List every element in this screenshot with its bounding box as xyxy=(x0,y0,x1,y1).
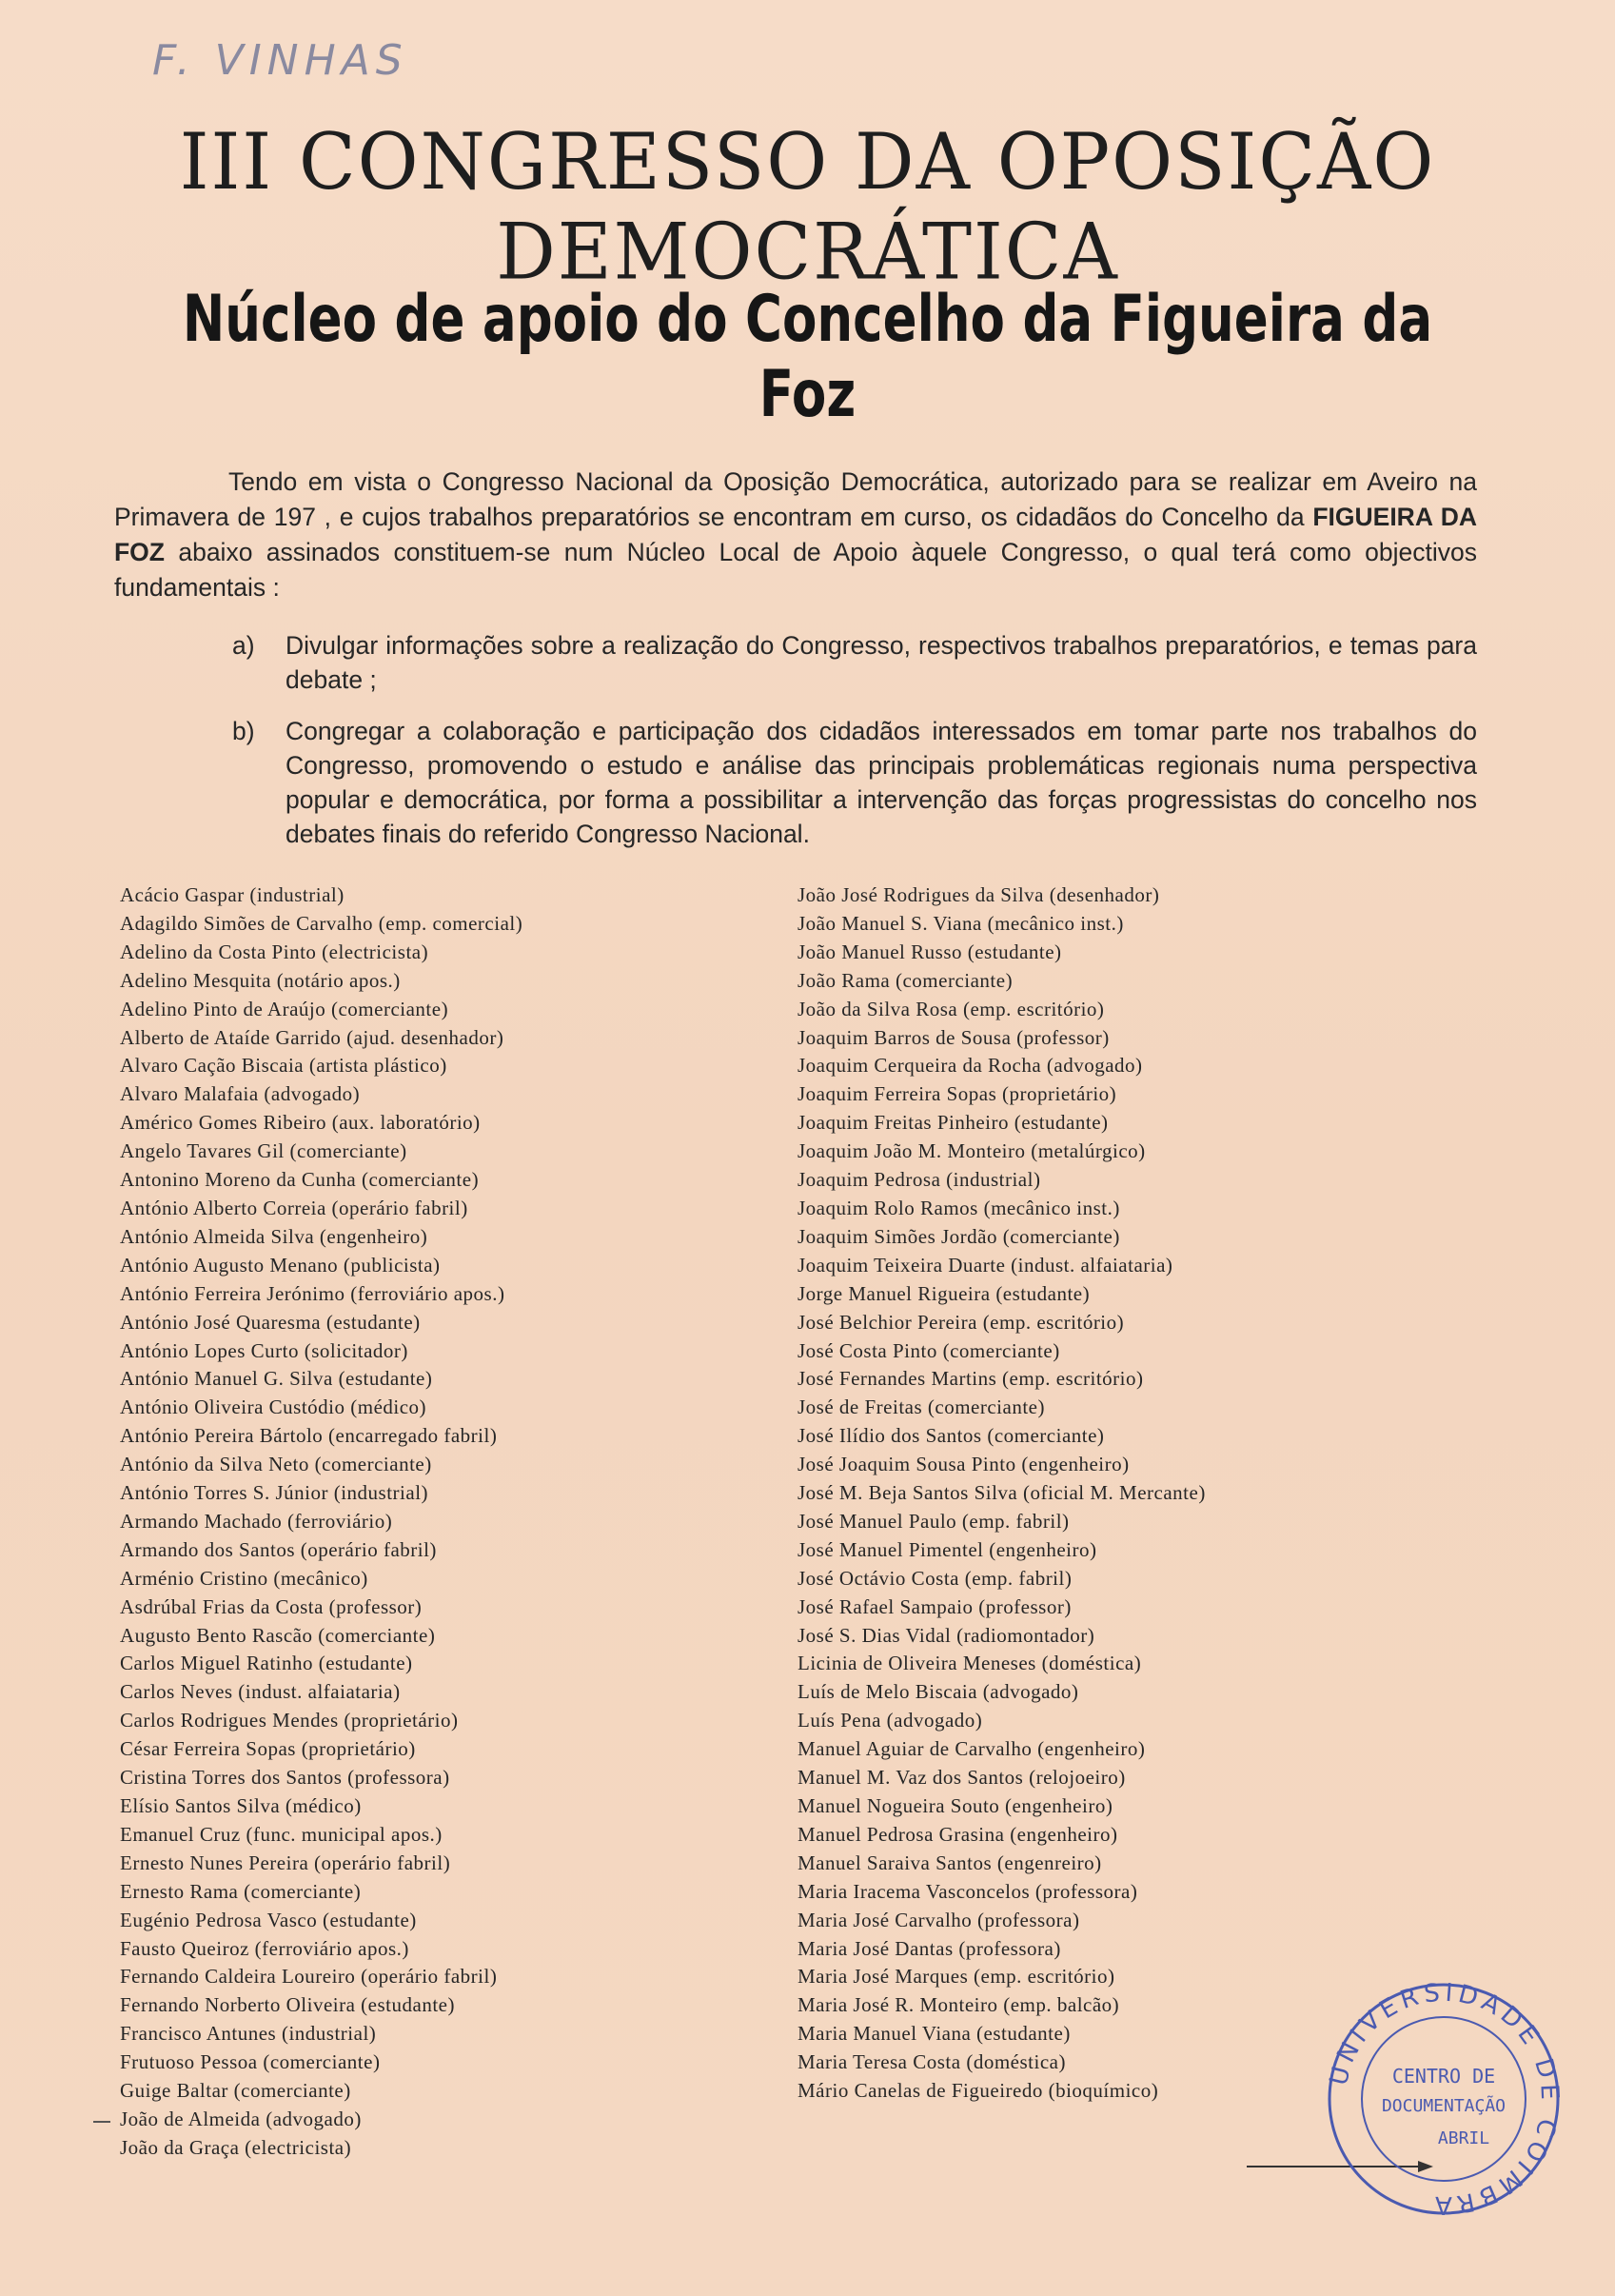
signatory-right: Joaquim Teixeira Duarte (indust. alfaiataria) xyxy=(798,1253,1173,1277)
margin-dash xyxy=(93,2121,110,2123)
signatory-left: António da Silva Neto (comerciante) xyxy=(120,1453,432,1476)
signatory-right: José M. Beja Santos Silva (oficial M. Mercante) xyxy=(798,1481,1206,1505)
signatory-right: José de Freitas (comerciante) xyxy=(798,1395,1045,1419)
signatory-left: Fausto Queiroz (ferroviário apos.) xyxy=(120,1936,409,1960)
signatory-left: Elísio Santos Silva (médico) xyxy=(120,1794,362,1817)
signatory-left: Arménio Cristino (mecânico) xyxy=(120,1566,368,1590)
signatory-right: Manuel Aguiar de Carvalho (engenheiro) xyxy=(798,1737,1146,1761)
signatory-left: Acácio Gaspar (industrial) xyxy=(120,883,345,906)
signatory-left: Carlos Neves (indust. alfaiataria) xyxy=(120,1680,401,1704)
signatory-left: Américo Gomes Ribeiro (aux. laboratório) xyxy=(120,1111,481,1135)
signatory-left: Adagildo Simões de Carvalho (emp. comercial) xyxy=(120,911,523,935)
signatory-right: Maria José Marques (emp. escritório) xyxy=(798,1965,1115,1989)
signatory-right: Maria Iracema Vasconcelos (professora) xyxy=(798,1879,1138,1903)
signatory-right: Manuel Nogueira Souto (engenheiro) xyxy=(798,1794,1113,1817)
signatory-right: Jorge Manuel Rigueira (estudante) xyxy=(798,1281,1091,1305)
stamp-line-3: ABRIL xyxy=(1437,2128,1490,2148)
stamp-line-1: CENTRO DE xyxy=(1391,2065,1496,2088)
signatory-left: António Lopes Curto (solicitador) xyxy=(120,1338,408,1362)
signatory-left: Adelino Mesquita (notário apos.) xyxy=(120,968,401,992)
objective-b xyxy=(232,714,1477,851)
signatory-right: José Rafael Sampaio (professor) xyxy=(798,1594,1072,1618)
signatory-right: José Ilídio dos Santos (comerciante) xyxy=(798,1424,1105,1448)
signatory-left: António Alberto Correia (operário fabril) xyxy=(120,1196,468,1219)
signatory-right: Joaquim Pedrosa (industrial) xyxy=(798,1168,1041,1192)
signatory-right: Joaquim João M. Monteiro (metalúrgico) xyxy=(798,1139,1146,1163)
intro-text-end: abaixo assinados constituem-se num Núcleo Local de Apoio àquele Congresso, o qual terá como objectivos fundamentais : xyxy=(114,538,1477,602)
signatory-right: Joaquim Cerqueira da Rocha (advogado) xyxy=(798,1054,1143,1078)
signatory-right: Manuel Pedrosa Grasina (engenheiro) xyxy=(798,1822,1118,1846)
signatory-right: José Joaquim Sousa Pinto (engenheiro) xyxy=(798,1453,1130,1476)
signatory-left: Angelo Tavares Gil (comerciante) xyxy=(120,1139,407,1163)
signatory-left: João de Almeida (advogado) xyxy=(120,2107,362,2130)
signatory-left: Armando dos Santos (operário fabril) xyxy=(120,1537,437,1561)
intro-paragraph xyxy=(114,465,1477,605)
signatory-left: Eugénio Pedrosa Vasco (estudante) xyxy=(120,1908,417,1931)
signatory-left: Augusto Bento Rascão (comerciante) xyxy=(120,1623,436,1647)
signatory-left: Adelino Pinto de Araújo (comerciante) xyxy=(120,997,449,1020)
intro-bold-place: FIGUEIRA DA FOZ xyxy=(114,503,1477,566)
intro-text-start: Tendo em vista o Congresso Nacional da Oposição Democrática, autorizado para se realizar em Aveiro na Primavera de 197 , e cujos trabalhos preparatórios se encontram em curso, os cidadãos do Concelho da xyxy=(114,467,1477,531)
signatory-right: João José Rodrigues da Silva (desenhador) xyxy=(798,883,1160,906)
signatory-right: Joaquim Freitas Pinheiro (estudante) xyxy=(798,1111,1109,1135)
signatory-left: Guige Baltar (comerciante) xyxy=(120,2079,351,2103)
handwritten-note: F. VINHAS xyxy=(152,36,408,85)
signatory-right: José Fernandes Martins (emp. escritório) xyxy=(798,1367,1144,1391)
signatory-right: José S. Dias Vidal (radiomontador) xyxy=(798,1623,1095,1647)
signatory-right: Maria José Dantas (professora) xyxy=(798,1936,1061,1960)
signatory-left: António Ferreira Jerónimo (ferroviário apos.) xyxy=(120,1281,505,1305)
signatory-left: César Ferreira Sopas (proprietário) xyxy=(120,1737,416,1761)
signatory-right: Manuel M. Vaz dos Santos (relojoeiro) xyxy=(798,1766,1126,1790)
signatories-right-column xyxy=(798,881,1483,2106)
signatory-right: Manuel Saraiva Santos (engenreiro) xyxy=(798,1851,1102,1874)
signatory-left: Alvaro Malafaia (advogado) xyxy=(120,1082,361,1106)
document-subtitle: Núcleo de apoio do Concelho da Figueira da Foz xyxy=(182,282,1433,432)
signatory-left: Antonino Moreno da Cunha (comerciante) xyxy=(120,1168,480,1192)
signatory-right: Maria Teresa Costa (doméstica) xyxy=(798,2050,1066,2074)
signatory-right: Joaquim Ferreira Sopas (proprietário) xyxy=(798,1082,1117,1106)
signatory-left: Alvaro Cação Biscaia (artista plástico) xyxy=(120,1054,447,1078)
signatory-left: Armando Machado (ferroviário) xyxy=(120,1509,393,1533)
signatory-left: Ernesto Rama (comerciante) xyxy=(120,1879,362,1903)
signatory-left: João da Graça (electricista) xyxy=(120,2135,352,2159)
signatory-right: Luís Pena (advogado) xyxy=(798,1709,983,1732)
signatory-left: António Pereira Bártolo (encarregado fabril) xyxy=(120,1424,498,1448)
signatory-right: José Octávio Costa (emp. fabril) xyxy=(798,1566,1073,1590)
signatory-left: António Manuel G. Silva (estudante) xyxy=(120,1367,433,1391)
objective-b-text: Congregar a colaboração e participação dos cidadãos interessados em tomar parte nos trabalhos do Congresso, promovendo o estudo e análise das principais problemáticas regionais numa perspectiva popular e democrática, por forma a possibilitar a intervenção das forças progressistas do concelho nos debates finais do referido Congresso Nacional. xyxy=(286,717,1477,848)
signatory-left: Emanuel Cruz (func. municipal apos.) xyxy=(120,1822,443,1846)
archive-stamp xyxy=(1321,1976,1566,2222)
signatory-left: Fernando Caldeira Loureiro (operário fabril) xyxy=(120,1965,498,1989)
objective-a xyxy=(232,628,1477,697)
signatory-right: José Costa Pinto (comerciante) xyxy=(798,1338,1060,1362)
objective-b-marker: b) xyxy=(232,717,255,745)
signatory-right: Joaquim Simões Jordão (comerciante) xyxy=(798,1224,1120,1248)
signatory-left: António José Quaresma (estudante) xyxy=(120,1310,421,1334)
document-title: III CONGRESSO DA OPOSIÇÃO DEMOCRÁTICA xyxy=(179,117,1436,298)
signatory-left: António Augusto Menano (publicista) xyxy=(120,1253,441,1277)
signatory-right: João Manuel S. Viana (mecânico inst.) xyxy=(798,911,1124,935)
signatory-right: Maria José R. Monteiro (emp. balcão) xyxy=(798,1993,1120,2017)
signatory-left: António Torres S. Júnior (industrial) xyxy=(120,1481,429,1505)
stamp-line-2: DOCUMENTAÇÃO xyxy=(1381,2096,1507,2116)
signatory-left: Ernesto Nunes Pereira (operário fabril) xyxy=(120,1851,451,1874)
signatory-right: João Rama (comerciante) xyxy=(798,968,1014,992)
signatory-right: Licinia de Oliveira Meneses (doméstica) xyxy=(798,1652,1142,1675)
signatory-left: Francisco Antunes (industrial) xyxy=(120,2022,377,2046)
signatory-left: Carlos Rodrigues Mendes (proprietário) xyxy=(120,1709,459,1732)
signatory-right: José Manuel Pimentel (engenheiro) xyxy=(798,1537,1097,1561)
stamp-outer-text: UNIVERSIDADE DE COIMBRA xyxy=(1324,1978,1565,2220)
signatory-right: José Belchior Pereira (emp. escritório) xyxy=(798,1310,1125,1334)
signatory-right: João da Silva Rosa (emp. escritório) xyxy=(798,997,1105,1020)
signatory-left: Fernando Norberto Oliveira (estudante) xyxy=(120,1993,455,2017)
signatory-right: Joaquim Barros de Sousa (professor) xyxy=(798,1025,1110,1049)
signatories-left-column xyxy=(120,881,786,2163)
signatory-right: Joaquim Rolo Ramos (mecânico inst.) xyxy=(798,1196,1120,1219)
objective-a-marker: a) xyxy=(232,631,255,660)
signatory-right: Luís de Melo Biscaia (advogado) xyxy=(798,1680,1079,1704)
signatory-right: Mário Canelas de Figueiredo (bioquímico) xyxy=(798,2079,1159,2103)
signatory-left: Frutuoso Pessoa (comerciante) xyxy=(120,2050,381,2074)
signatory-left: Adelino da Costa Pinto (electricista) xyxy=(120,940,429,963)
objective-a-text: Divulgar informações sobre a realização do Congresso, respectivos trabalhos preparatórios, e temas para debate ; xyxy=(286,631,1477,694)
signatory-left: António Almeida Silva (engenheiro) xyxy=(120,1224,428,1248)
signatory-left: Alberto de Ataíde Garrido (ajud. desenhador) xyxy=(120,1025,504,1049)
signatory-right: João Manuel Russo (estudante) xyxy=(798,940,1062,963)
signatory-left: Cristina Torres dos Santos (professora) xyxy=(120,1766,450,1790)
signatory-left: Asdrúbal Frias da Costa (professor) xyxy=(120,1594,423,1618)
signatory-right: Maria José Carvalho (professora) xyxy=(798,1908,1080,1931)
signatory-left: Carlos Miguel Ratinho (estudante) xyxy=(120,1652,413,1675)
signatory-right: Maria Manuel Viana (estudante) xyxy=(798,2022,1071,2046)
signatory-right: José Manuel Paulo (emp. fabril) xyxy=(798,1509,1070,1533)
signatory-left: António Oliveira Custódio (médico) xyxy=(120,1395,427,1419)
